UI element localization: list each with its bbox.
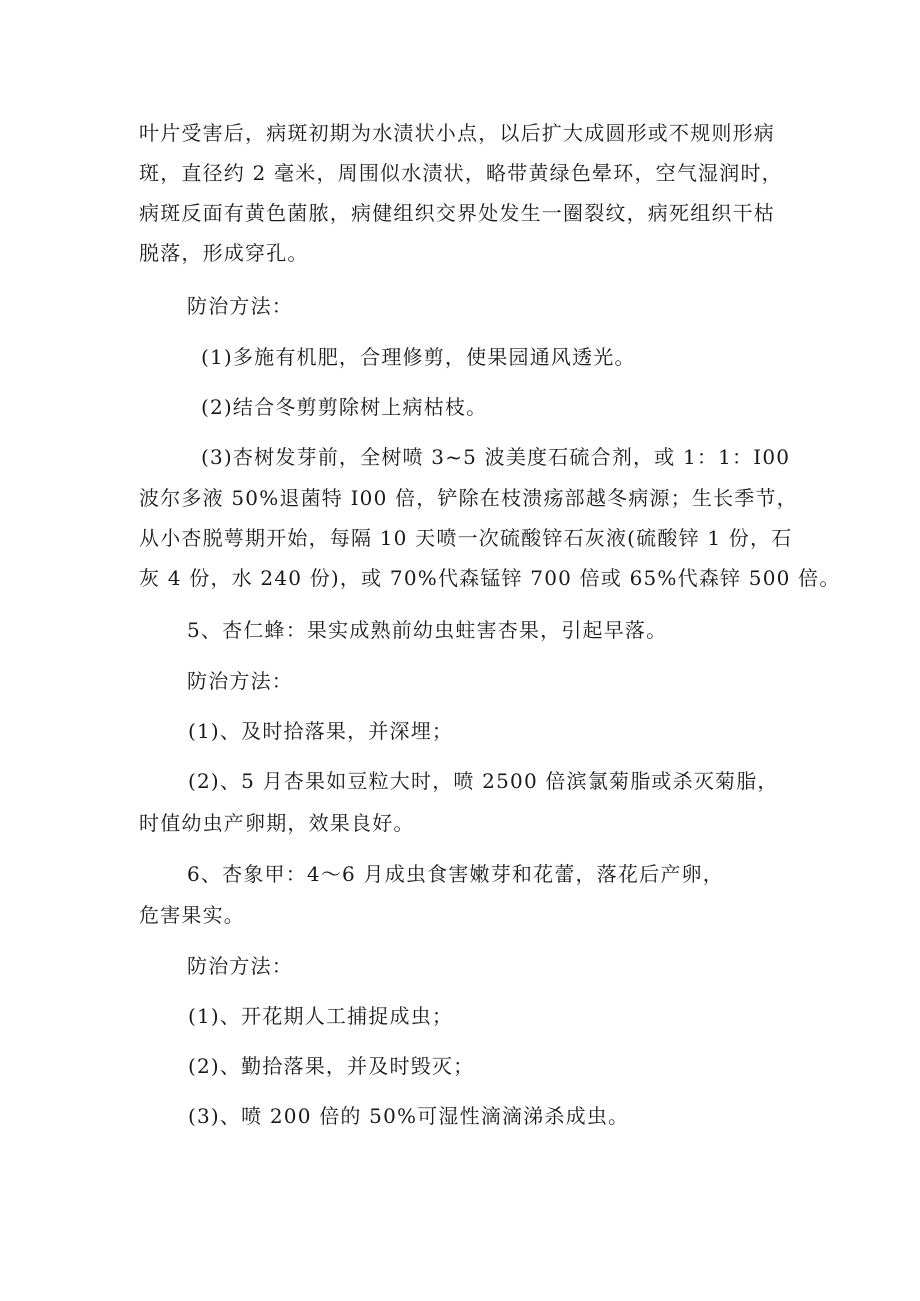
prevention-heading-1: 防治方法： (187, 294, 293, 318)
prevention-heading-2: 防治方法： (187, 669, 293, 693)
method-3-line-1: (3)杏树发芽前，全树喷 3~5 波美度石硫合剂，或 1：1：I00 (201, 445, 791, 469)
section-6-method-3: (3)、喷 200 倍的 50%可湿性滴滴涕杀成虫。 (188, 1104, 630, 1128)
p1-line-2: 斑，直径约 2 毫米，周围似水渍状，略带黄绿色晕环，空气湿润时， (139, 161, 783, 185)
section-5-method-2-line-2: 时值幼虫产卵期，效果良好。 (139, 811, 415, 835)
method-3-line-3: 从小杏脱萼期开始，每隔 10 天喷一次硫酸锌石灰液(硫酸锌 1 份，石 (139, 526, 793, 550)
method-2: (2)结合冬剪剪除树上病枯枝。 (201, 395, 488, 419)
p1-line-3: 病斑反面有黄色菌脓，病健组织交界处发生一圈裂纹，病死组织干枯 (139, 201, 775, 225)
section-6-line-2: 危害果实。 (139, 903, 245, 927)
p1-line-1: 叶片受害后，病斑初期为水渍状小点，以后扩大成圆形或不规则形病 (139, 121, 775, 145)
method-3-line-4: 灰 4 份，水 240 份)，或 70%代森锰锌 700 倍或 65%代森锌 500 倍。 (139, 566, 841, 590)
p1-line-4: 脱落，形成穿孔。 (139, 241, 309, 265)
section-6-method-2: (2)、勤拾落果，并及时毁灭； (188, 1054, 475, 1078)
section-5-method-2-line-1: (2)、5 月杏果如豆粒大时，喷 2500 倍滨氯菊脂或杀灭菊脂， (188, 769, 779, 793)
method-1: (1)多施有机肥，合理修剪，使果园通风透光。 (201, 345, 636, 369)
section-5-method-1: (1)、及时拾落果，并深埋； (188, 719, 454, 743)
section-5-apricot-wasp: 5、杏仁蜂：果实成熟前幼虫蛀害杏果，引起早落。 (187, 618, 668, 642)
method-3-line-2: 波尔多液 50%退菌特 I00 倍，铲除在枝溃疡部越冬病源；生长季节， (139, 486, 798, 510)
section-6-line-1: 6、杏象甲：4～6 月成虫食害嫩芽和花蕾，落花后产卵， (187, 862, 724, 886)
prevention-heading-3: 防治方法： (187, 954, 293, 978)
section-6-method-1: (1)、开花期人工捕捉成虫； (188, 1004, 454, 1028)
